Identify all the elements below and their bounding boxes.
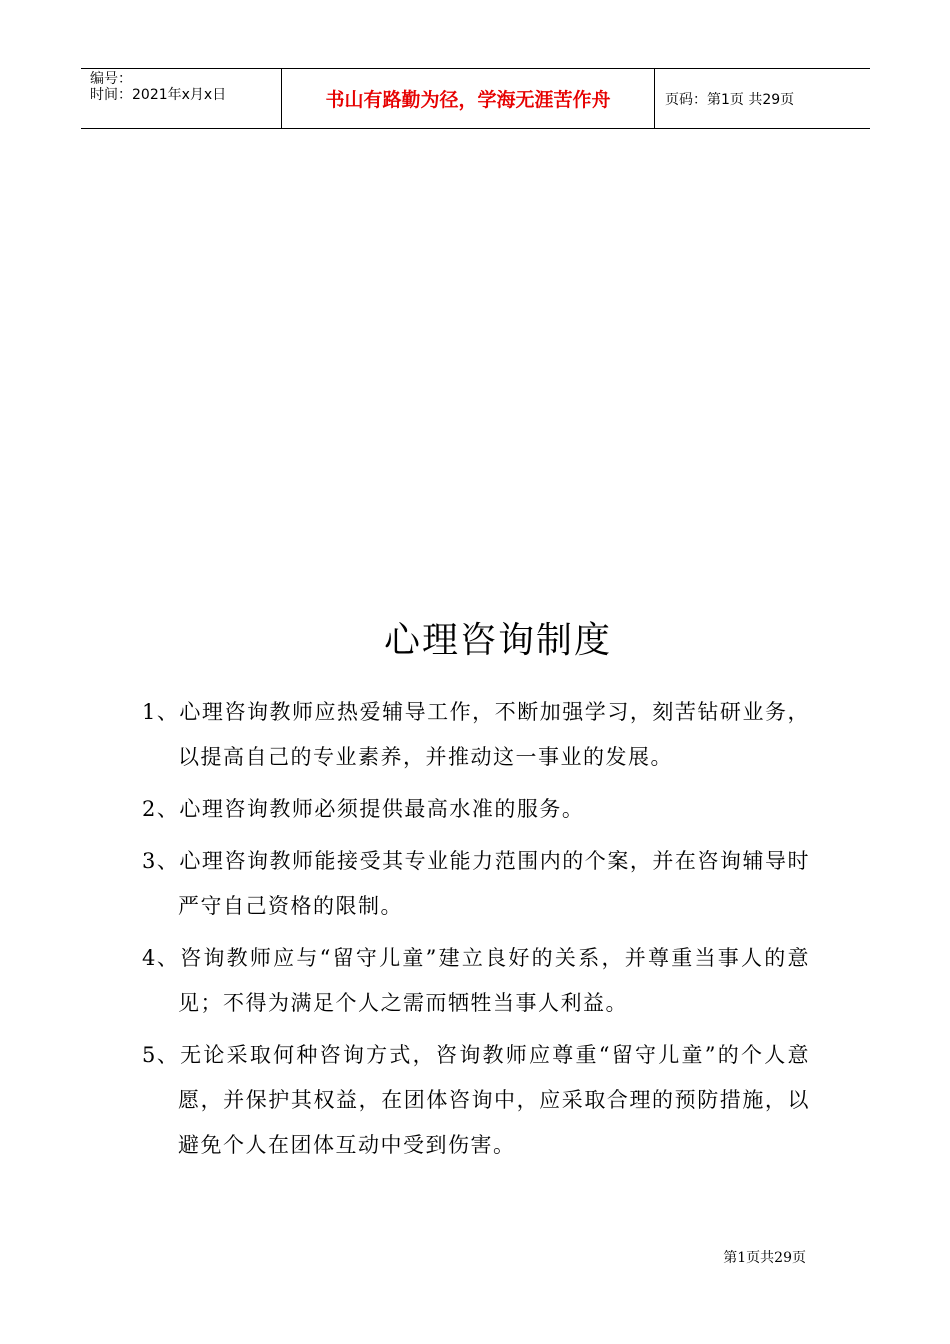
rule-number: 3、 — [142, 849, 180, 873]
rule-number: 4、 — [142, 946, 180, 970]
rule-item — [142, 839, 810, 929]
document-title: 心理咨询制度 — [383, 620, 612, 661]
header-page-cell — [655, 69, 870, 128]
rule-text: 咨询教师应与“留守儿童”建立良好的关系，并尊重当事人的意见；不得为满足个人之需而牺牲当事人利益。 — [178, 946, 810, 1015]
rule-text: 心理咨询教师应热爱辅导工作，不断加强学习，刻苦钻研业务，以提高自己的专业素养，并推动这一事业的发展。 — [178, 700, 810, 769]
header-page-info: 页码：第1页 共29页 — [665, 91, 795, 108]
rule-item — [142, 936, 810, 1026]
time-label: 时间：2021年x月x日 — [90, 87, 227, 103]
rule-number: 2、 — [142, 797, 180, 821]
rule-item — [142, 690, 810, 780]
motto-text: 书山有路勤为径，学海无涯苦作舟 — [325, 89, 611, 111]
rule-text: 无论采取何种咨询方式，咨询教师应尊重“留守儿童”的个人意愿，并保护其权益，在团体咨询中，应采取合理的预防措施，以避免个人在团体互动中受到伤害。 — [178, 1043, 810, 1157]
header-meta-cell — [81, 69, 282, 128]
rule-text: 心理咨询教师必须提供最高水准的服务。 — [179, 797, 585, 821]
rule-number: 1、 — [142, 700, 180, 724]
rule-number: 5、 — [142, 1043, 180, 1067]
number-label: 编号： — [90, 71, 132, 87]
rule-item — [142, 1033, 810, 1168]
rule-item — [142, 787, 810, 832]
header-motto-cell — [282, 69, 655, 128]
page-footer: 第1页共29页 — [723, 1250, 806, 1266]
page-header — [81, 68, 870, 129]
rule-text: 心理咨询教师能接受其专业能力范围内的个案，并在咨询辅导时严守自己资格的限制。 — [178, 849, 810, 918]
rules-list — [142, 690, 810, 1175]
